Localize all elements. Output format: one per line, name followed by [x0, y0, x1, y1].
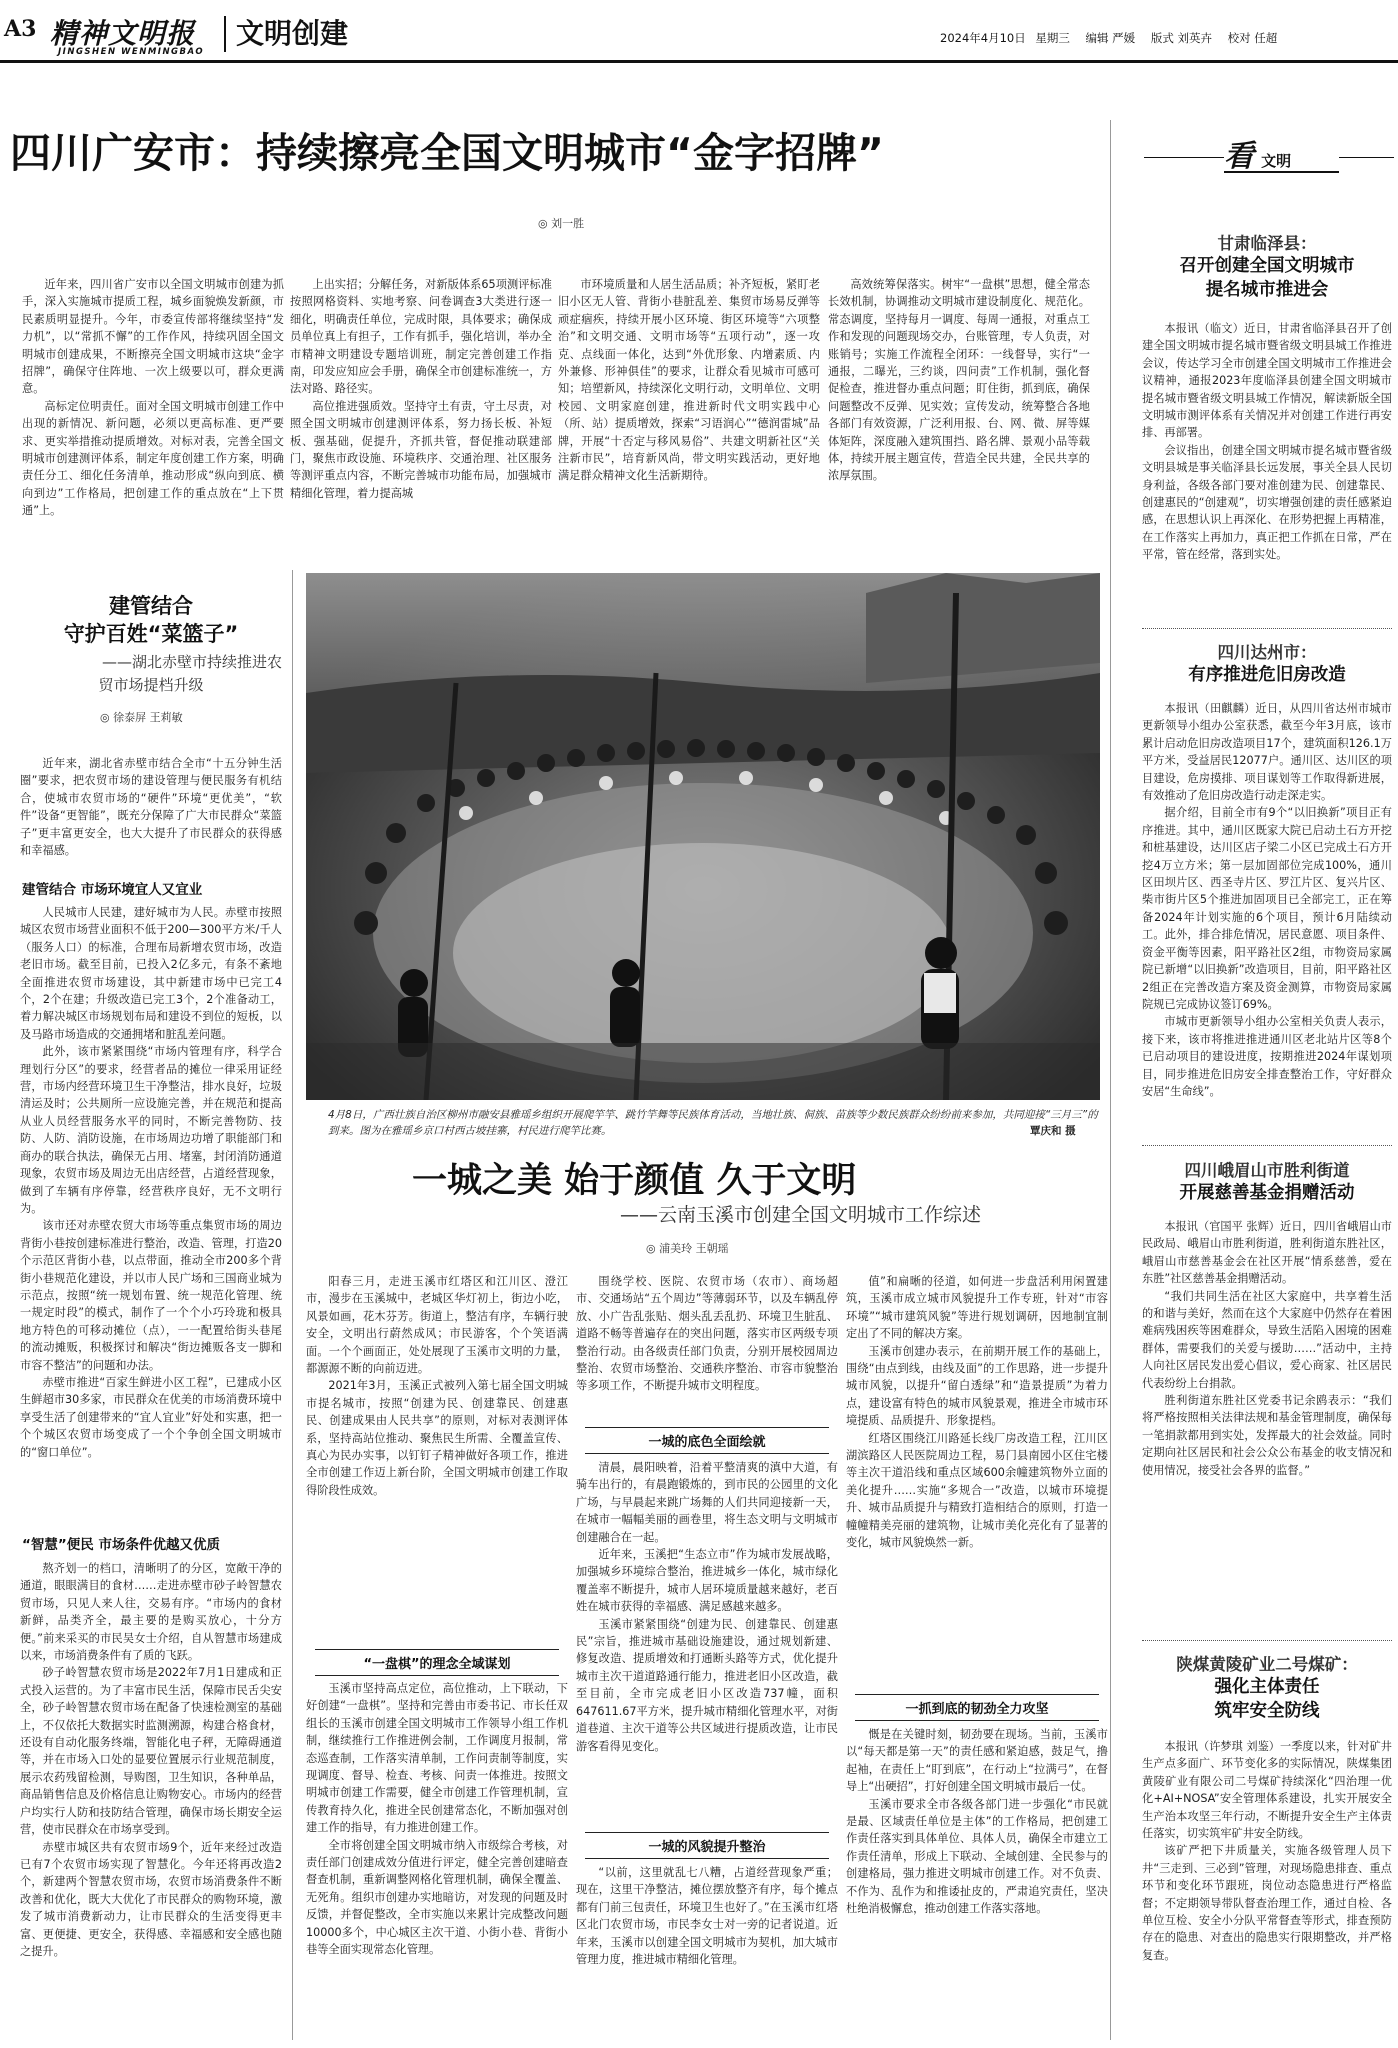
side3-title-line2: 开展慈善基金捐赠活动: [1179, 1183, 1355, 1203]
side3-divider: [1142, 1640, 1392, 1641]
center-colC-text: 值”和扁晰的径道，如何进一步盘活利用闲置建筑，玉溪市成立城市风貌提升工作专班，针对“市容环境”“城市建筑风貌”等进行规划调研，因地制宜制定出了不同的解决方案。: [846, 1275, 1108, 1341]
center-colC2-text: 慨是在关键时刻，韧劲要在现场。当前，玉溪市以“每天都是第一天”的责任感和紧迫感，鼓足气，撸起袖，在责任上“盯到底”，在行动上“拉满弓”，在督导上“出硬招”，打好创建全国文明城市最后一仗。: [846, 1728, 1108, 1794]
side1-text: 本报讯（临文）近日，甘肃省临泽县召开了创建全国文明城市提名城市暨省级文明县城工作推进会议，传达学习全市创建全国文明城市工作推进会议精神，通报2023年度临泽县创建全国文明城市提名城市暨省级文明县城工作情况，解读新版全国文明城市测评体系有关情况并对创建工作进行再安排、再部署。: [1142, 322, 1392, 440]
lead-column-3: [558, 276, 820, 538]
center-column-a-2: [306, 1680, 568, 2040]
photo-credit: 覃庆和 摄: [1030, 1125, 1076, 1137]
left-section1-head: 建管结合 市场环境宜人又宜业: [22, 882, 203, 898]
paragraph: 高标定位明责任。面对全国文明城市创建工作中出现的新情况、新问题，必须以更高标准、更严要求、更实举措推动提质增效。对标对表，完善全国文明城市创建测评体系，制定年度创建工作方案，明确责任分工、细化任务清单，推动形成“纵向到底、横向到边”工作格局，把创建工作的重点放在“上下贯通”上。: [22, 399, 284, 518]
lead-col4-text: 高效统筹保落实。树牢“一盘棋”思想，健全常态长效机制，协调推动文明城市建设制度化、规范化。常态调度，坚持每月一调度、每周一通报，对重点工作和发现的问题现场交办，台账管理，专人负责，对账销号；实施工作流程全闭环：一线督导，实行“一通报，二曝光，三约谈，四问责”工作机制，强化督促检查，推进督办重点问题；盯住街，抓到底，确保问题整改不反弹、见实效；宣传发动，统筹整合各地各部门有效资源，广泛利用报、台、网、微、屏等媒体矩阵，深度融入建筑围挡、路名牌、景观小品等载体，持续开展主题宣传，营造全民共建，全民共享的浓厚氛围。: [828, 278, 1090, 483]
paragraph: 玉溪市紧紧围绕“创建为民、创建靠民、创建惠民”宗旨，推进城市基础设施建设，通过规划新建、修复改造、提质增效和打通断头路等方式，优化提升城市主次干道道路通行能力，推进老旧小区改造，截至目前，全市完成老旧小区改造737幢，面积647611.67平方米，提升城市精细化管理水平，对街道巷道、主次干道等公共区域进行提质改造，让市民游客看得见变化。: [576, 1617, 838, 1753]
paragraph: 此外，该市紧紧围绕“市场内管理有序，科学合理划行分区”的要求，经营者品的摊位一律采用证经营，市场内经营环境卫生干净整洁，排水良好，垃圾清运及时；公共厕所一应设施完善，并在规范和提高从业人员经营服务水平的同时，不断完善物防、技防、人防、消防设施，在市场周边功增了职能部门和商办的联合执法，确保无占用、堵塞，封闭消防通道现象，农贸市场及周边无出店经营，占道经营现象，做到了车辆有序停靠，经营秩序良好，无不文明行为。: [20, 1045, 282, 1215]
side4-title-line3: 筑牢安全防线: [1214, 1701, 1320, 1721]
section-name: 文明创建: [236, 17, 349, 50]
sidebar-tag-mark: 看: [1224, 139, 1254, 174]
lead-column-4: [828, 276, 1090, 538]
center-colC-subhead: 一抓到底的韧劲全力攻坚: [855, 1694, 1099, 1721]
designer-credit: 版式 刘英卉: [1150, 31, 1212, 45]
paragraph: 据介绍，目前全市有9个“以旧换新”项目正有序推进。其中，通川区既家大院已启动土石方开挖和桩基建设，达川区店子梁二小区已完成土石方开挖4万立方米；第一层加固部位完成100%，通川区田坝片区、西圣寺片区、罗江片区、复兴片区、柴市街片区5个推进加固项目已全部完工，正在筹备2024年计划实施的6个项目，预计6月陆续动工。此外，排合排危情况，居民意愿、项目条件、资金平衡等因素，阳平路社区2组，市物资局家属院已新增“以旧换新”改造项目，目前，阳平路社区2组正在完善改造方案及资金测算，市物资局家属院规已完成协议签订69%。: [1142, 806, 1392, 1011]
center-column-c: [846, 1273, 1108, 1691]
side4-title-line2: 强化主体责任: [1214, 1677, 1320, 1697]
side1-title-line3: 提名城市推进会: [1205, 280, 1329, 300]
lead-byline: ◎ 刘一胜: [538, 217, 585, 230]
center-colB-text: 围绕学校、医院、农贸市场（农市）、商场超市、交通场站“五个周边”等薄弱环节，以及车辆乱停放、小广告乱张贴、烟头乱丢乱扔、环境卫生脏乱、道路不畅等普遍存在的突出问题，落实市区两级专项整治行动。由各级责任部门负责，分别开展校园周边整治、农贸市场整治、交通秩序整治、市容市貌整治等多项工作，不断提升城市文明程度。: [576, 1275, 838, 1393]
paragraph: 全市将创建全国文明城市纳入市级综合考核，对责任部门创建成效分值进行评定，健全完善创建暗查督查机制，重新调整网格化管理机制，确保全覆盖、无死角。组织市创建办实地暗访，对发现的问题及时反馈，并督促整改，全市实施以来累计完成整改问题10000多个，中心城区主次干道、小街小巷、背街小巷等全面实现常态化管理。: [306, 1838, 568, 1957]
side1-body: [1142, 320, 1392, 632]
left-byline: ◎ 徐泰屏 王莉敏: [100, 711, 183, 724]
news-photo-image: [306, 573, 1100, 1100]
sidebar-divider: [1110, 120, 1111, 2040]
paragraph: 该矿严把下井质量关，实施各级管理人员下井“三走到、三必到”管理，对现场隐患排查、重点环节和变化环节跟班，岗位动态隐患进行严格监督；不定期领导带队督查治理工作，通过自检、各单位互检、安全小分队平常督查等形式，排查预防存在的隐患、对查出的隐患实行限期整改，并严格复查。: [1142, 1844, 1392, 1962]
lead-column-2: [290, 276, 552, 538]
issue-weekday: 星期三: [1035, 31, 1070, 45]
side2-title-line2: 有序推进危旧房改造: [1188, 665, 1346, 685]
newspaper-logo-pinyin: JINGSHEN WENMINGBAO: [58, 47, 205, 57]
paragraph: 玉溪市要求全市各级各部门进一步强化“市民就是最、区域责任单位是主体”的工作格局，把创建工作责任落实到具体单位、具体人员，确保全市建立工作责任清单，形成上下联动、全域创建、全民参与的创建格局，强力推进文明城市创建工作。对不负责、不作为、乱作为和推诿扯皮的，严肃追究责任，坚决杜绝消极懈怠，推动创建工作落实落地。: [846, 1797, 1108, 1916]
paragraph: 该市还对赤壁农贸大市场等重点集贸市场的周边背街小巷按创建标准进行整治，改造、管理，打造20个示范区背街小巷，以点带面，推动全市200多个背街小巷规范化建设，并以市人民广场和三国商业城为示范点，按照“统一规划布置、统一规范化管理、统一规定时段”的模式，制作了一个个小巧玲珑和极具地方特色的可移动摊位（点），一一配置给街头巷尾的流动摊贩，积极探讨和解决“街边摊贩各支一脚和市容不整洁”的问题和办法。: [20, 1219, 282, 1372]
photo-caption-text: 4月8日，广西壮族自治区柳州市融安县雅瑶乡组织开展爬竿竿、跳竹竿舞等民族体育活动，当地壮族、侗族、苗族等少数民族群众纷纷前来参加，共同迎接“三月三”的到来。图为在雅瑶乡京口村西古坡挂寨，村民进行爬竿比赛。: [328, 1109, 1098, 1137]
left-subtitle-line1: ——湖北赤壁市持续推进农: [101, 653, 282, 671]
side4-text: 本报讯（许梦琪 刘鉴）一季度以来，针对矿井生产点多面广、环节变化多的实际情况，陕煤集团黄陵矿业有限公司二号煤矿持续深化“四治理一优化+AI+NOSA”安全管理体系建设，扎实开展安全生产治本攻坚三年行动，不断提升安全生产主体责任落实，切实筑牢矿井安全防线。: [1142, 1740, 1392, 1841]
lead-col2-text: 上出实招；分解任务，对新版体系65项测评标准按照网格资料、实地考察、问卷调查3大类进行逐一细化，明确责任单位，完成时限，具体要求；确保成员单位真上有担子，工作有抓手，强化培训，举办全市精神文明建设专题培训班，制定完善创建工作指南，印发应知应会手册，确保全市创建标准统一，方法对路、路径实。: [290, 278, 552, 396]
side3-body: [1142, 1218, 1392, 1640]
side4-title-line1: 陕煤黄陵矿业二号煤矿：: [1176, 1655, 1358, 1674]
paragraph: 会议指出，创建全国文明城市提名城市暨省级文明县城是事关临泽县长远发展，事关全县人民切身利益，各级各部门要对准创建为民、创建靠民、创建惠民的“创建观”，切实增强创建的责任感紧迫感，在思想认识上再深化、在形势把握上再精准，在工作落实上再加力，真正把工作抓在日常，严在平常，管在经常，落到实处。: [1142, 443, 1392, 562]
paragraph: 2021年3月，玉溪正式被列入第七届全国文明城市提名城市，按照“创建为民、创建靠民、创建惠民、创建成果由人民共享”的原则，对标对表测评体系，坚持高站位推动、聚焦民生所需、全覆盖宣传、真心为民办实事，以钉钉子精神做好各项工作，推进全市创建工作迈上新台阶，全国文明城市创建工作取得阶段性成效。: [306, 1379, 568, 1497]
center-colA2-text: 玉溪市坚持高点定位，高位推动，上下联动，下好创建“一盘棋”。坚持和完善由市委书记、市长任双组长的玉溪市创建全国文明城市工作领导小组工作机制，继续推行工作推进例会制，工作调度月报制，常态巡查制，工作落实清单制，工作问责制等制度，实现调度、督导、检查、考核、问责一体推进。按照文明城市创建工作需要，健全市创建工作管理机制，宣传教育持久化，推进全民创建常态化，不断加强对创建工作的指导，有力推进创建工作。: [306, 1682, 568, 1835]
left-section2-body: [20, 1560, 282, 2040]
lead-col3-text: 市环境质量和人居生活品质；补齐短板，紧盯老旧小区无人管、背街小巷脏乱差、集贸市场易反弹等顽症痼疾，持续开展小区环境、街区环境等“六项整治”和文明交通、文明市场等“五项行动”，逐一攻克、点线面一体化，达到“外优形象、内增素质、内外兼修、形神俱佳”的要求，让群众看见城市可感可知；培塑新风，持续深化文明行动，文明单位、文明校园、文明家庭创建，推进新时代文明实践中心（所、站）提质增效，探索“习语润心”“德润雷城”品牌，开展“十否定与移风易俗”、共建文明新社区“关注新市民”，培育新风尚，带文明实践活动，更好地满足群众精神文化生活新期待。: [558, 278, 820, 483]
center-column-b-2: [576, 1459, 838, 1829]
center-column-b: [576, 1273, 838, 1423]
side1-divider: [1142, 628, 1392, 629]
center-colA-text: 阳春三月，走进玉溪市红塔区和江川区、澄江市，漫步在玉溪城中，老城区华灯初上，街边小吃，风景如画，花木芬芳。街道上，整洁有序，车辆行驶安全，文明出行蔚然成风；市民游客，个个笑语满面。一个个画面正，处处展现了玉溪市文明的力量，都源源不断的向前迈进。: [306, 1275, 568, 1376]
left-title-line1: 建管结合: [109, 594, 193, 618]
center-headline: 一城之美 始于颜值 久于文明: [412, 1161, 857, 1201]
left-column-divider: [292, 570, 293, 2040]
newspaper-logo: 精神文明报: [50, 17, 196, 50]
center-colB3-text: “以前，这里就乱七八糟，占道经营现象严重；现在，这里干净整洁，摊位摆放整齐有序，每个摊点都有门前三包责任，环境卫生也好了。”在玉溪市红塔区北门农贸市场，市民李女士对一旁的记者说道。近年来，玉溪市以创建全国文明城市为契机，加大城市管理力度，推进城市精细化管理。: [576, 1866, 838, 1967]
left-section2-head: “智慧”便民 市场条件优越又优质: [22, 1537, 220, 1553]
paragraph: 高位推进强质效。坚持守土有责，守土尽责，对照全国文明城市创建测评体系，努力扬长板、补短板、强基础，促提升，齐抓共管，督促推动联建部门，聚焦市政设施、环境秩序、交通治理、社区服务等测评重点内容，不断完善城市功能布局，加强城市精细化管理，着力提高城: [290, 399, 552, 500]
left-intro-text: 近年来，湖北省赤壁市结合全市“十五分钟生活圈”要求，把农贸市场的建设管理与便民服务有机结合，使城市农贸市场的“硬件”环境“更优美”，“软件”设备“更智能”，既充分保障了广大市民群众“菜篮子”更丰富更安全，也大大提升了市民群众的获得感和幸福感。: [20, 757, 282, 858]
lead-column-1: [22, 276, 284, 548]
sidebar-tag-text: 文明: [1261, 152, 1292, 170]
side3-title-line1: 四川峨眉山市胜利街道: [1184, 1161, 1350, 1180]
left-section1-body: [20, 904, 282, 1532]
center-colB-subhead2: 一城的风貌提升整治: [585, 1832, 829, 1859]
side1-title-line2: 召开创建全国文明城市: [1179, 256, 1355, 276]
center-column-b-3: [576, 1864, 838, 2040]
side3-text: 本报讯（官国平 张辉）近日，四川省峨眉山市民政局、峨眉山市胜利街道，胜利街道东胜社区，峨眉山市慈善基金会在社区开展“情系慈善，爱在东胜”社区慈善基金捐赠活动。: [1142, 1220, 1392, 1286]
paragraph: 赤壁市城区共有农贸市场9个，近年来经过改造已有7个农贸市场实现了智慧化。今年还将再改造2个，新建两个智慧农贸市场，农贸市场消费条件不断改善和优化，既大大优化了市民群众的购物环境，激发了城市消费新动力，让市民群众的生活变得更丰富、更便捷、更安全，获得感、幸福感和安全感也随之提升。: [20, 1840, 282, 1958]
left-title-line2: 守护百姓“菜篮子”: [63, 622, 239, 646]
paragraph: “我们共同生活在社区大家庭中，共享着生活的和谐与美好，然而在这个大家庭中仍然存在着困难病残困疾等困难群众，导致生活陷入困境的困难群体，需要我们的关爱与援助……”活动中，主持人向社区居民发出爱心倡议，爱心商家、社区居民代表纷纷上台捐款。: [1142, 1289, 1392, 1390]
paragraph: 胜利街道东胜社区党委书记余鸥表示：“我们将严格按照相关法律法规和基金管理制度，确保每一笔捐款都用到实处，发挥最大的社会效益。同时定期向社区居民和社会公众公布基金的收支情况和使用情况，接受社会各界的监督。”: [1142, 1394, 1392, 1477]
center-colB2-text: 清晨，晨阳映着，沿着平整清爽的滇中大道，有骑车出行的，有晨跑锻炼的，到市民的公园里的文化广场，与早晨起来跳广场舞的人们共同迎接新一天，在城市一幅幅美丽的画卷里，将生态文明与文明城市创建融合在一起。: [576, 1461, 838, 1544]
masthead-divider: [224, 16, 226, 52]
side1-title-line1: 甘肃临泽县：: [1217, 234, 1317, 253]
editor-credit: 编辑 严媛: [1085, 31, 1136, 45]
paragraph: 砂子岭智慧农贸市场是2022年7月1日建成和正式投入运营的。为了丰富市民生活，保障市民舌尖安全，砂子岭智慧农贸市场在配备了快速检测室的基础上，不仅依托大数据实时监测溯源，构建合格食材，还设有自动化服务终端，智能化电子秤，无障碍通道等，并在市场入口处的显要位置展示行业规范制度，展示农药残留检测，导购图，卫生知识，各种单品，商品销售信息及价格信息让购物安心。市场内的经营户均实行人防和技防结合管理，确保市场长期安全运营，使市民群众在市场享受到。: [20, 1666, 282, 1837]
side4-body: [1142, 1738, 1392, 2034]
sidebar-tag: [1144, 139, 1394, 174]
side2-divider: [1142, 1145, 1392, 1146]
paragraph: 市城市更新领导小组办公室相关负责人表示，接下来，该市将推进推进通川区老北站片区等8个已启动项目的建设进度，按期推进2024年谋划项目，同步推进危旧房安全排查整治工作，守好群众安居“生命线”。: [1142, 1015, 1392, 1098]
center-subtitle: ——云南玉溪市创建全国文明城市工作综述: [620, 1204, 982, 1226]
center-colB-subhead: 一城的底色全面绘就: [585, 1427, 829, 1454]
proofreader-credit: 校对 任超: [1227, 31, 1278, 45]
news-photo: [306, 573, 1100, 1100]
center-colA-subhead: “一盘棋”的理念全域谋划: [315, 1649, 559, 1676]
paragraph: 近年来，玉溪把“生态立市”作为城市发展战略，加强城乡环境综合整治，推进城乡一体化，城市绿化覆盖率不断提升，城市人居环境质量越来越好，老百姓在城市获得的幸福感、满足感越来越多。: [576, 1548, 838, 1614]
left-intro: [20, 755, 282, 875]
masthead-rule: [0, 60, 1398, 63]
center-byline: ◎ 浦美玲 王朝瑶: [646, 1242, 729, 1255]
page-number: A3: [4, 16, 37, 42]
lead-headline: 四川广安市：持续擦亮全国文明城市“金字招牌”: [10, 129, 884, 177]
left-sec2-text: 熬齐划一的档口，清晰明了的分区，宽敞干净的通道，眼眼满目的食材……走进赤壁市砂子岭智慧农贸市场，只见人来人往，交易有序。“市场内的食材新鲜，品类齐全，最主要的是购买放心，十分方便。”前来采买的市民吴女士介绍，自从智慧市场建成以来，市场消费条件有了质的飞跃。: [20, 1562, 282, 1663]
center-column-a: [306, 1273, 568, 1645]
sidebar-tag-box: [1224, 139, 1339, 174]
side2-title-line1: 四川达州市：: [1217, 643, 1317, 662]
photo-caption: [328, 1107, 1098, 1139]
left-subtitle-line2: 贸市场提档升级: [98, 676, 204, 694]
paragraph: 玉溪市创建办表示，在前期开展工作的基础上，围绕“由点到线，由线及面”的工作思路，进一步提升城市风貌，以提升“留白透绿”和“造景提质”为着力点，建设富有特色的城市风貌景观，推进全市城市环境提质、品质提升、形象提档。: [846, 1344, 1108, 1428]
left-sec1-text: 人民城市人民建，建好城市为人民。赤壁市按照城区农贸市场营业面积不低于200—300平方米/千人（服务人口）的标准，合理布局新增农贸市场，改造老旧市场。截至目前，已投入2亿多元，有条不紊地全面推进农贸市场建设，其中新建市场中已完工4个，2个在建；升级改造已完工3个，2个准备动工，着力解决城区市场规划布局和建设不到位的短板，以及马路市场造成的交通拥堵和脏乱差问题。: [20, 906, 282, 1041]
side2-body: [1142, 700, 1392, 1142]
center-column-c-2: [846, 1726, 1108, 2040]
paragraph: 红塔区围绕江川路延长线厂房改造工程，江川区湖滨路区人民医院周边工程，易门县南园小区住宅楼等主次干道沿线和重点区域600余幢建筑物外立面的美化提升……实施“多规合一”改造，以城市环境提升、城市品质提升与精致打造相结合的原则，打造一幢幢精美亮丽的建筑物，让城市美化亮化有了显著的变化，城市风貌焕然一新。: [846, 1431, 1108, 1550]
dateline: [940, 30, 1277, 46]
paragraph: 赤壁市推进“百家生鲜进小区工程”，已建成小区生鲜超市30多家，市民群众在优美的市场消费环境中享受生活了创建带来的“宜人宜业”好处和实惠，把一个个城区农贸市场变成了一个个争创全国文明城市的“窗口单位”。: [20, 1375, 282, 1459]
side2-text: 本报讯（田麒麟）近日，从四川省达州市城市更新领导小组办公室获悉，截至今年3月底，该市累计启动危旧房改造项目17个，建筑面积126.1万平方米，受益居民12077户。通川区、达川区的项目建设，危房摸排、项目谋划等工作取得新进展，有效推动了危旧房改造行动走深走实。: [1142, 702, 1392, 803]
lead-col1-text: 近年来，四川省广安市以全国文明城市创建为抓手，深入实施城市提质工程，城乡面貌焕发新颜，市民素质明显提升。今年，市委宣传部将继续坚持“发力机”，以“常抓不懈”的工作作风，持续巩固全国文明城市创建成果，不断擦亮全国文明城市这块“金字招牌”，确保守住阵地、一次上级要以可，群众更满意。: [22, 278, 284, 396]
issue-date: 2024年4月10日: [940, 31, 1026, 45]
